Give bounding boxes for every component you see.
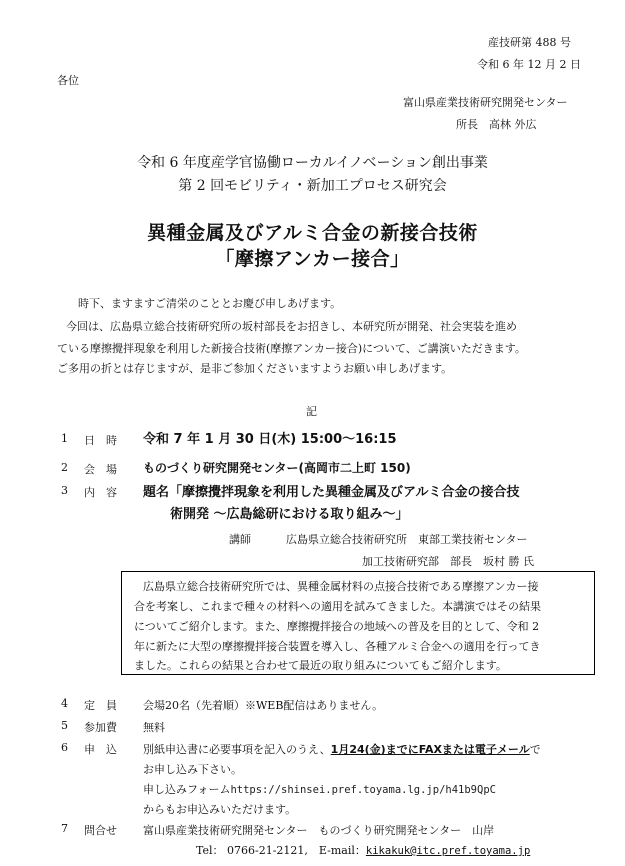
contact-line (196, 842, 530, 858)
item1-label: 日 時 (84, 434, 117, 447)
event-series-line2: 第 2 回モビリティ・新加工プロセス研究会 (178, 178, 447, 194)
item4-label: 定 員 (84, 699, 117, 712)
doc-number: 産技研第 488 号 (488, 36, 571, 49)
item7-number: 7 (61, 822, 68, 835)
application-form-line (143, 781, 496, 797)
application-instruction: 別紙申込書に必要事項を記入のうえ、 (143, 743, 331, 756)
application-line4: からもお申込みいただけます。 (143, 803, 297, 816)
addressee: 各位 (57, 74, 79, 87)
issuer-org: 富山県産業技術研究開発センター (403, 96, 568, 109)
topic-title-part1: 「摩擦攪拌現象を利用した異種金属及びアルミ合金の接合技 (169, 485, 520, 500)
item5-number: 5 (61, 719, 68, 732)
venue: ものづくり研究開発センター(高岡市二上町 150) (143, 461, 411, 475)
contact-email-link[interactable]: kikakuk@itc.pref.toyama.jp (365, 845, 531, 857)
issuer-director: 所長 高林 外広 (456, 118, 537, 131)
item6-label: 申 込 (84, 743, 117, 756)
application-line2: お申し込み下さい。 (143, 763, 242, 776)
item6-number: 6 (61, 741, 68, 754)
event-title-line2: 「摩擦アンカー接合」 (215, 248, 410, 270)
issue-date: 令和 6 年 12 月 2 日 (477, 58, 581, 71)
event-title-line1: 異種金属及びアルミ合金の新接合技術 (147, 222, 478, 244)
topic-line1 (143, 481, 520, 500)
contact-tel: Tel： 0766-21-2121, E-mail： (196, 844, 366, 857)
topic-title-part2: 術開発 〜広島総研における取り組み〜」 (170, 507, 409, 522)
capacity: 会場20名（先着順）※WEB配信はありません。 (143, 699, 384, 712)
fee: 無料 (143, 721, 165, 734)
event-datetime: 令和 7 年 1 月 30 日(木) 15:00〜16:15 (143, 432, 397, 447)
item4-number: 4 (61, 697, 68, 710)
item1-number: 1 (61, 432, 68, 445)
abstract-line: 合を考案し、これまで種々の材料への適用を試みてきました。本講演ではその結果 (134, 600, 541, 613)
form-url-link[interactable]: https://shinsei.pref.toyama.lg.jp/h41b9QpC (230, 784, 496, 796)
topic-prefix: 題名 (143, 485, 170, 500)
item3-number: 3 (61, 484, 68, 497)
application-line1 (143, 741, 541, 757)
item2-number: 2 (61, 461, 68, 474)
lecturer-label: 講師 (229, 533, 251, 546)
item3-label: 内 容 (84, 486, 117, 499)
item7-label: 問合せ (84, 824, 117, 837)
abstract-line: ました。これらの結果と合わせて最近の取り組みについてもご紹介します。 (134, 659, 507, 672)
form-label: 申し込みフォーム (143, 783, 231, 796)
event-series-line1: 令和 6 年度産学官協働ローカルイノベーション創出事業 (137, 155, 488, 171)
ki-mark: 記 (306, 405, 317, 418)
abstract-line: についてご紹介します。また、摩擦攪拌接合の地域への普及を目的として、令和 2 (134, 620, 540, 633)
greeting-p2a: 今回は、広島県立総合技術研究所の坂村部長をお招きし、本研究所が開発、社会実装を進め (66, 320, 517, 333)
lecturer-affiliation: 広島県立総合技術研究所 東部工業技術センター (286, 533, 528, 546)
greeting-p3: ご多用の折とは存じますが、是非ご参加くださいますようお願い申しあげます。 (57, 362, 453, 375)
application-instruction-tail: で (529, 743, 541, 756)
lecturer-name: 加工技術研究部 部長 坂村 勝 氏 (362, 555, 534, 568)
greeting-p2b: ている摩擦攪拌現象を利用した新接合技術(摩擦アンカー接合)について、ご講演いただきます。 (57, 342, 526, 355)
item5-label: 参加費 (84, 721, 117, 734)
application-deadline: 1月24(金)までにFAXまたは電子メール (330, 743, 530, 756)
contact-org: 富山県産業技術研究開発センター ものづくり研究開発センター 山岸 (143, 824, 495, 837)
greeting-p1: 時下、ますますご清栄のこととお慶び申しあげます。 (78, 297, 342, 310)
abstract-line: 広島県立総合技術研究所では、異種金属材料の点接合技術である摩擦アンカー接 (143, 580, 539, 593)
item2-label: 会 場 (84, 463, 117, 476)
abstract-line: 年に新たに大型の摩擦攪拌接合装置を導入し、各種アルミ合金への適用を行ってき (134, 640, 541, 653)
